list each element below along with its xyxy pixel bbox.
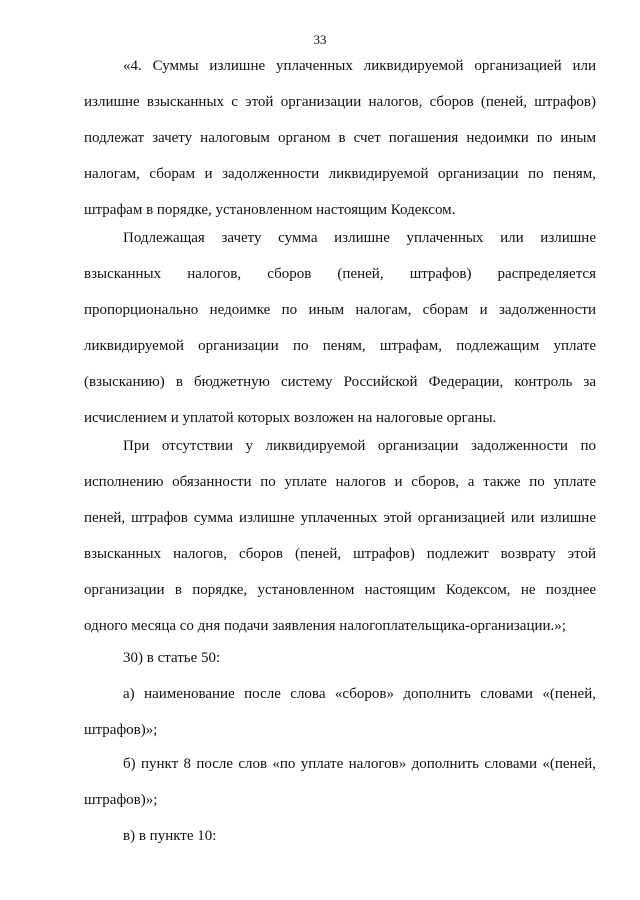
paragraph-refund bbox=[84, 436, 596, 652]
text-line: штрафов)»; bbox=[84, 722, 158, 738]
text-line: 30) в статье 50: bbox=[123, 650, 221, 666]
text-line: а) наименование после слова «сборов» дополнить словами «(пеней, bbox=[123, 686, 596, 702]
text-line: исполнению обязанности по уплате налогов и сборов, а также по уплате bbox=[84, 474, 596, 490]
text-line: «4. Суммы излишне уплаченных ликвидируемой организацией или bbox=[123, 58, 596, 74]
text-line: ликвидируемой организации по пеням, штрафам, подлежащим уплате bbox=[84, 338, 596, 354]
paragraph-subitem-a bbox=[84, 684, 596, 756]
text-line: одного месяца со дня подачи заявления налогоплательщика-организации.»; bbox=[84, 618, 566, 634]
text-line: б) пункт 8 после слов «по уплате налогов» дополнить словами «(пеней, bbox=[123, 756, 596, 772]
text-line: в) в пункте 10: bbox=[123, 828, 217, 844]
text-line: штрафов)»; bbox=[84, 792, 158, 808]
text-line: (взысканию) в бюджетную систему Российской Федерации, контроль за bbox=[84, 374, 596, 390]
text-line: организации в порядке, установленном настоящим Кодексом, не позднее bbox=[84, 582, 596, 598]
text-line: излишне взысканных с этой организации налогов, сборов (пеней, штрафов) bbox=[84, 94, 596, 110]
text-line: исчислением и уплатой которых возложен на налоговые органы. bbox=[84, 410, 497, 426]
paragraph-subitem-v bbox=[84, 826, 596, 862]
paragraph-item-4 bbox=[84, 56, 596, 236]
paragraph-offset-distribution bbox=[84, 228, 596, 444]
page-number: 33 bbox=[313, 32, 327, 47]
text-line: Подлежащая зачету сумма излишне уплаченных или излишне bbox=[123, 230, 596, 246]
text-line: пропорционально недоимке по иным налогам, сборам и задолженности bbox=[84, 302, 596, 318]
text-line: взысканных налогов, сборов (пеней, штрафов) распределяется bbox=[84, 266, 596, 282]
text-line: пеней, штрафов сумма излишне уплаченных этой организацией или излишне bbox=[84, 510, 596, 526]
paragraph-item-30 bbox=[84, 648, 596, 684]
text-line: налогам, сборам и задолженности ликвидируемой организации по пеням, bbox=[84, 166, 596, 182]
text-line: подлежат зачету налоговым органом в счет погашения недоимки по иным bbox=[84, 130, 596, 146]
text-line: взысканных налогов, сборов (пеней, штрафов) подлежит возврату этой bbox=[84, 546, 596, 562]
paragraph-subitem-b bbox=[84, 754, 596, 826]
text-line: При отсутствии у ликвидируемой организации задолженности по bbox=[123, 438, 596, 454]
text-line: штрафам в порядке, установленном настоящим Кодексом. bbox=[84, 202, 456, 218]
